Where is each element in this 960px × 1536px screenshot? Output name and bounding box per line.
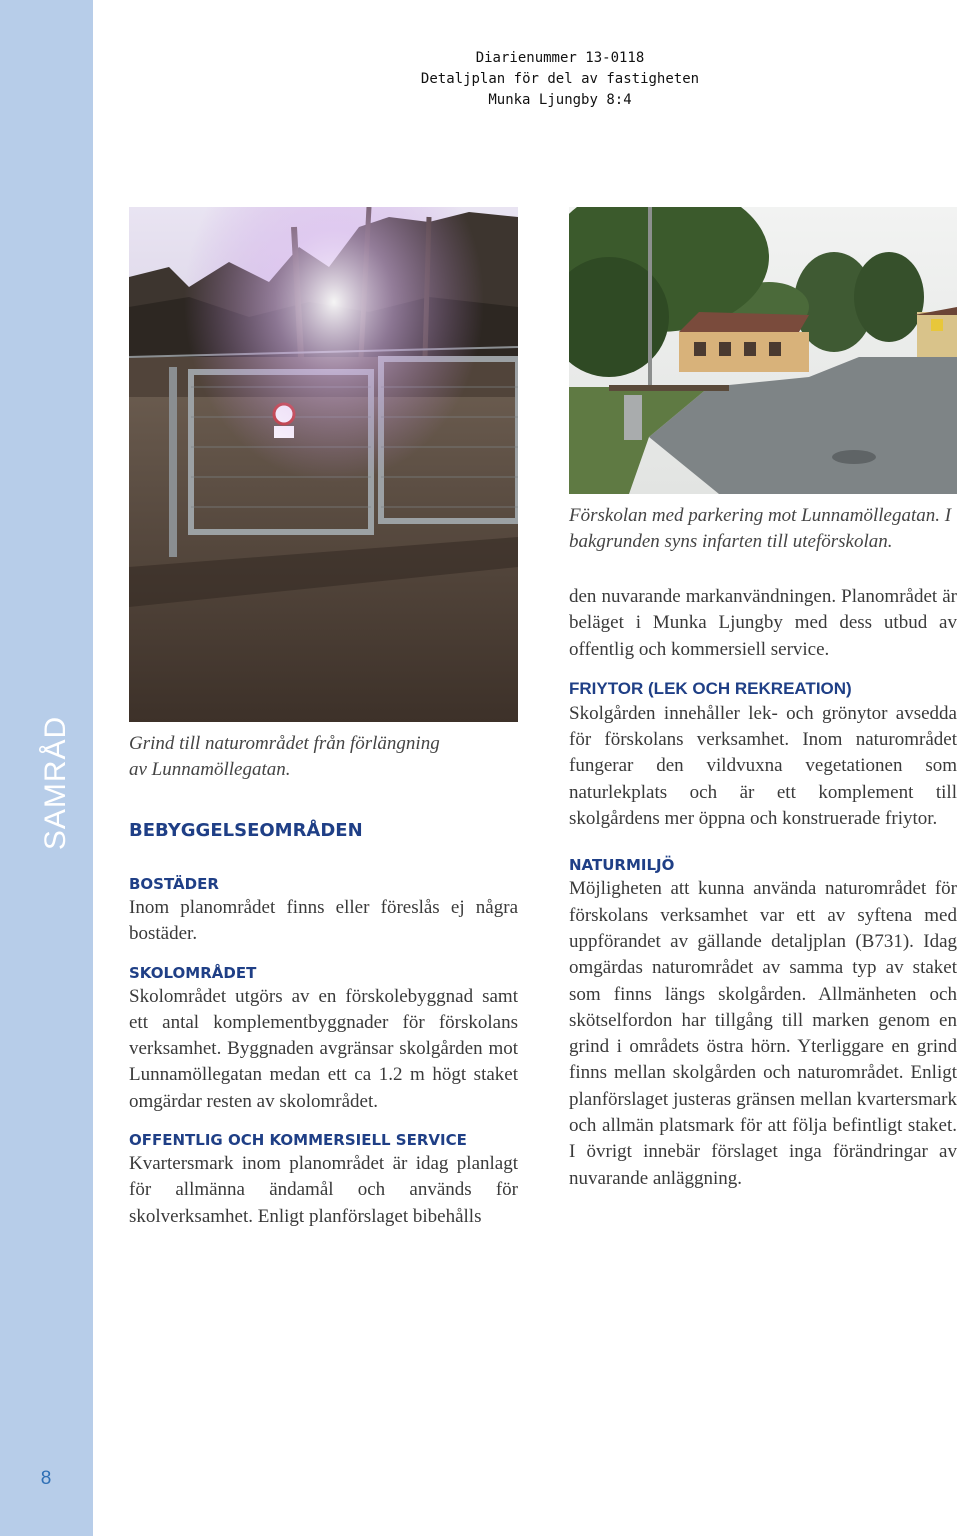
- friytor-heading: FRIYTOR (LEK OCH REKREATION): [569, 678, 852, 698]
- page-number: 8: [40, 1468, 52, 1489]
- header-line-3: Munka Ljungby 8:4: [488, 92, 632, 108]
- preschool-photo: [569, 207, 957, 494]
- bostader-heading: BOSTÄDER: [129, 875, 219, 893]
- friytor-text: Skolgården innehåller lek- och grönytor avsedda för förskolans verksamhet. Inom naturområdet fungerar den vildvuxna vegetationen som naturlekplats och är ett komplement till skolgårdens mer öppna och konstruerade friytor.: [569, 702, 957, 830]
- side-label: SAMRÅD: [39, 715, 72, 851]
- natur-heading: NATURMILJÖ: [569, 856, 675, 875]
- natur-text: Möjligheten att kunna använda naturområdet för förskolans verksamhet var ett av syftena med uppförandet av gällande detaljplan (B731). Idag omgärdas naturområdet av samma typ av staket som finns längs skolgården. Allmänheten och skötselfordon har tillgång till marken genom en grind i områdets östra hörn. Yterliggare en grind finns mellan skolgården och naturområdet. Enligt planförslaget justeras gränsen mellan kvartersmark och allmän platsmark för att följa befintligt staket. I övrigt innebär förslaget inga förändringar av nuvarande anläggning.: [569, 878, 957, 1189]
- bostader-text: Inom planområdet finns eller föreslås ej några bostäder.: [129, 897, 518, 945]
- document-header: [400, 48, 720, 111]
- gate-photo: [129, 207, 518, 722]
- skol-text: Skolområdet utgörs av en förskolebyggnad samt ett antal komplementbyggnader för förskolans verksamhet. Byggnaden avgränsar skolgården mot Lunnamöllegatan medan ett ca 1.2 m högt staket omgärdar resten av skolområdet.: [129, 985, 518, 1112]
- skol-heading: SKOLOMRÅDET: [129, 963, 257, 982]
- header-line-1: Diarienummer 13-0118: [475, 50, 645, 66]
- intro-text: den nuvarande markanvändningen. Planområdet är beläget i Munka Ljungby med dess utbud av offentlig och kommersiell service.: [569, 586, 957, 660]
- sidebar-band: [0, 0, 93, 1536]
- service-heading: OFFENTLIG OCH KOMMERSIELL SERVICE: [129, 1131, 467, 1150]
- preschool-photo-caption: Förskolan med parkering mot Lunnamöllegatan. I bakgrunden syns infarten till uteförskolan.: [569, 505, 952, 552]
- left-column: [129, 731, 518, 1230]
- right-column: [569, 503, 957, 1192]
- service-text: Kvartersmark inom planområdet är idag planlagt för allmänna ändamål och används för skolverksamhet. Enligt planförslaget bibehålls: [129, 1153, 518, 1227]
- gate-photo-caption: Grind till naturområdet från förlängning av Lunnamöllegatan.: [129, 733, 440, 780]
- header-line-2: Detaljplan för del av fastigheten: [420, 71, 700, 87]
- section-heading: BEBYGGELSEOMRÅDEN: [129, 820, 363, 841]
